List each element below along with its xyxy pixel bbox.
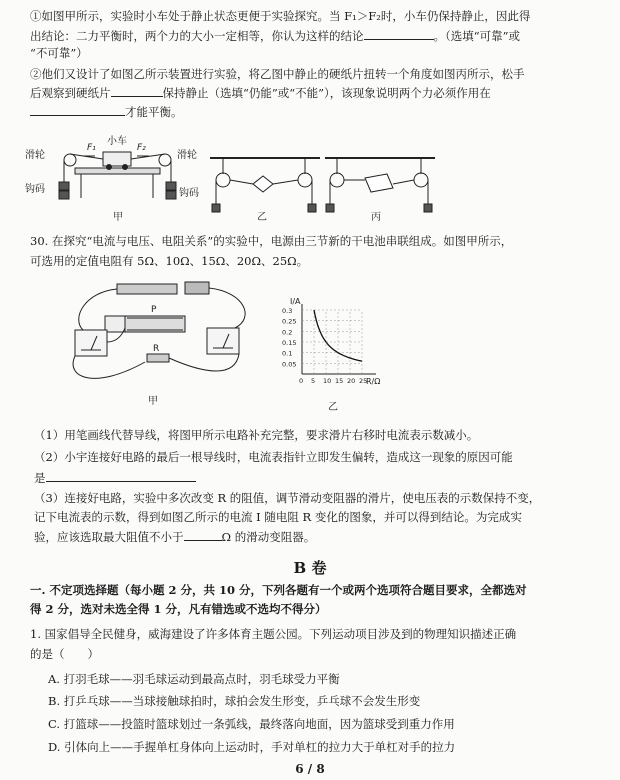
graph-y-tick-label: 0.1 <box>282 349 293 358</box>
section1-line1: 一. 不定项选择题（每小题 2 分，共 10 分，下列各题有一个或两个选项符合题目要求，全都选对 <box>30 583 527 597</box>
q29-p1-line2b: 。（选填“可靠”或 <box>433 29 521 43</box>
current-resistance-graph <box>280 296 390 414</box>
q30-line2: 可选用的定值电阻有 5Ω、10Ω、15Ω、20Ω、25Ω。 <box>30 254 309 268</box>
figure-b <box>210 158 320 212</box>
q29-p1-line1: ①如图甲所示，实验时小车处于静止状态更便于实验探究。当 F₁＞F₂时，小车仍保持静止，因此得 <box>30 9 531 23</box>
circuit-label-r: R <box>153 344 160 354</box>
answer-blank-reliable[interactable] <box>364 28 434 40</box>
option-b[interactable]: B. 打乒乓球——当球接触球拍时，球拍会发生形变，乒乓球不会发生形变 <box>48 694 421 708</box>
q29-p2-line3b: 才能平衡。 <box>125 105 183 119</box>
option-c[interactable]: C. 打篮球——投篮时篮球划过一条弧线，最终落向地面，因为篮球受到重力作用 <box>48 717 455 731</box>
answer-blank-resistance[interactable] <box>184 529 222 541</box>
q30-sub3-line3 <box>34 529 315 544</box>
graph-ylabel: I/A <box>290 297 301 306</box>
label-f1: F₁ <box>87 143 96 153</box>
q29-p1-line2 <box>30 28 520 43</box>
q30-line1: 30. 在探究“电流与电压、电阻关系”的实验中，电源由三节新的干电池串联组成。如图甲所示， <box>30 234 513 248</box>
q30-sub1: （1）用笔画线代替导线，将图甲所示电路补充完整，要求滑片右移时电流表示数减小。 <box>34 428 479 442</box>
answer-blank-can[interactable] <box>111 85 163 97</box>
q29-p2-line2a: 后观察到硬纸片 <box>30 86 111 100</box>
graph-y-tick-label: 0.25 <box>282 317 297 326</box>
figure-a <box>59 152 176 199</box>
q29-p2-line3 <box>30 104 183 119</box>
q30-sub3-line3a: 验，应该选取最大阻值不小于 <box>34 530 184 544</box>
label-weight-left: 钩码 <box>25 184 45 195</box>
q29-p1-line3: “不可靠”） <box>30 46 88 60</box>
figure-caption-a: 甲 <box>113 212 123 223</box>
figure-caption-c: 丙 <box>371 212 381 223</box>
graph-x-tick-label: 0 <box>299 377 304 385</box>
label-cart: 小车 <box>107 136 127 147</box>
b-q1-line1: 1. 国家倡导全民健身，威海建设了许多体育主题公园。下列运动项目涉及到的物理知识描述正确 <box>30 627 517 641</box>
graph-x-tick-label: 10 <box>323 377 332 385</box>
graph-x-tick-label: 25 <box>359 377 368 385</box>
q30-sub2-line1: （2）小宇连接好电路的最后一根导线时，电流表指针立即发生偏转，造成这一现象的原因可能 <box>34 450 513 464</box>
answer-blank-condition[interactable] <box>30 104 125 116</box>
q30-sub2-line2 <box>34 470 196 485</box>
graph-y-tick-label: 0.05 <box>282 360 297 369</box>
q30-sub3-line1: （3）连接好电路，实验中多次改变 R 的阻值，调节滑动变阻器的滑片，使电压表的示数保持不变， <box>34 491 541 505</box>
b-q1-line2: 的是（ ） <box>30 647 99 661</box>
q30-sub3-line3b: Ω 的滑动变阻器。 <box>221 530 316 544</box>
q29-p2-line2b: 保持静止（选填“仍能”或“不能”），该现象说明两个力必须作用在 <box>162 86 491 100</box>
option-d[interactable]: D. 引体向上——手握单杠身体向上运动时，手对单杠的拉力大于单杠对手的拉力 <box>48 740 456 754</box>
label-weight-right: 钩码 <box>179 188 199 199</box>
option-a[interactable]: A. 打羽毛球——羽毛球运动到最高点时，羽毛球受力平衡 <box>48 672 340 686</box>
circuit-caption: 甲 <box>148 396 158 407</box>
label-pulley-right: 滑轮 <box>177 150 197 161</box>
section1-line2: 得 2 分，选对未选全得 1 分，凡有错选或不选均不得分） <box>30 602 327 616</box>
label-pulley-left: 滑轮 <box>25 150 45 161</box>
graph-y-tick-label: 0.2 <box>282 328 293 337</box>
figure-c <box>325 158 435 212</box>
graph-y-tick-label: 0.3 <box>282 307 293 315</box>
answer-blank-cause[interactable] <box>46 470 196 482</box>
circuit-figure <box>65 278 270 408</box>
circuit-label-p: P <box>151 305 157 315</box>
q29-p1-line2a: 出结论：二力平衡时，两个力的大小一定相等，你认为这样的结论 <box>30 29 364 43</box>
graph-x-tick-label: 20 <box>347 377 356 385</box>
graph-y-tick-label: 0.15 <box>282 339 297 347</box>
q30-sub2-line2a: 是 <box>34 471 46 485</box>
page-number: 6 / 8 <box>295 762 325 776</box>
graph-x-tick-label: 15 <box>335 377 344 385</box>
figure-caption-b: 乙 <box>257 212 267 223</box>
q29-p2-line1: ②他们又设计了如图乙所示装置进行实验，将乙图中静止的硬纸片扭转一个角度如图丙所示，松手 <box>30 67 525 81</box>
q29-p2-line2 <box>30 85 491 100</box>
label-f2: F₂ <box>137 143 146 153</box>
force-balance-figures <box>25 130 445 225</box>
q30-sub3-line2: 记下电流表的示数，得到如图乙所示的电流 I 随电阻 R 变化的图象，并可以得到结论。为完成实 <box>34 510 522 524</box>
graph-caption: 乙 <box>328 402 338 413</box>
part-b-title: B 卷 <box>293 559 327 577</box>
graph-xlabel: R/Ω <box>366 377 381 386</box>
graph-x-tick-label: 5 <box>311 377 316 385</box>
